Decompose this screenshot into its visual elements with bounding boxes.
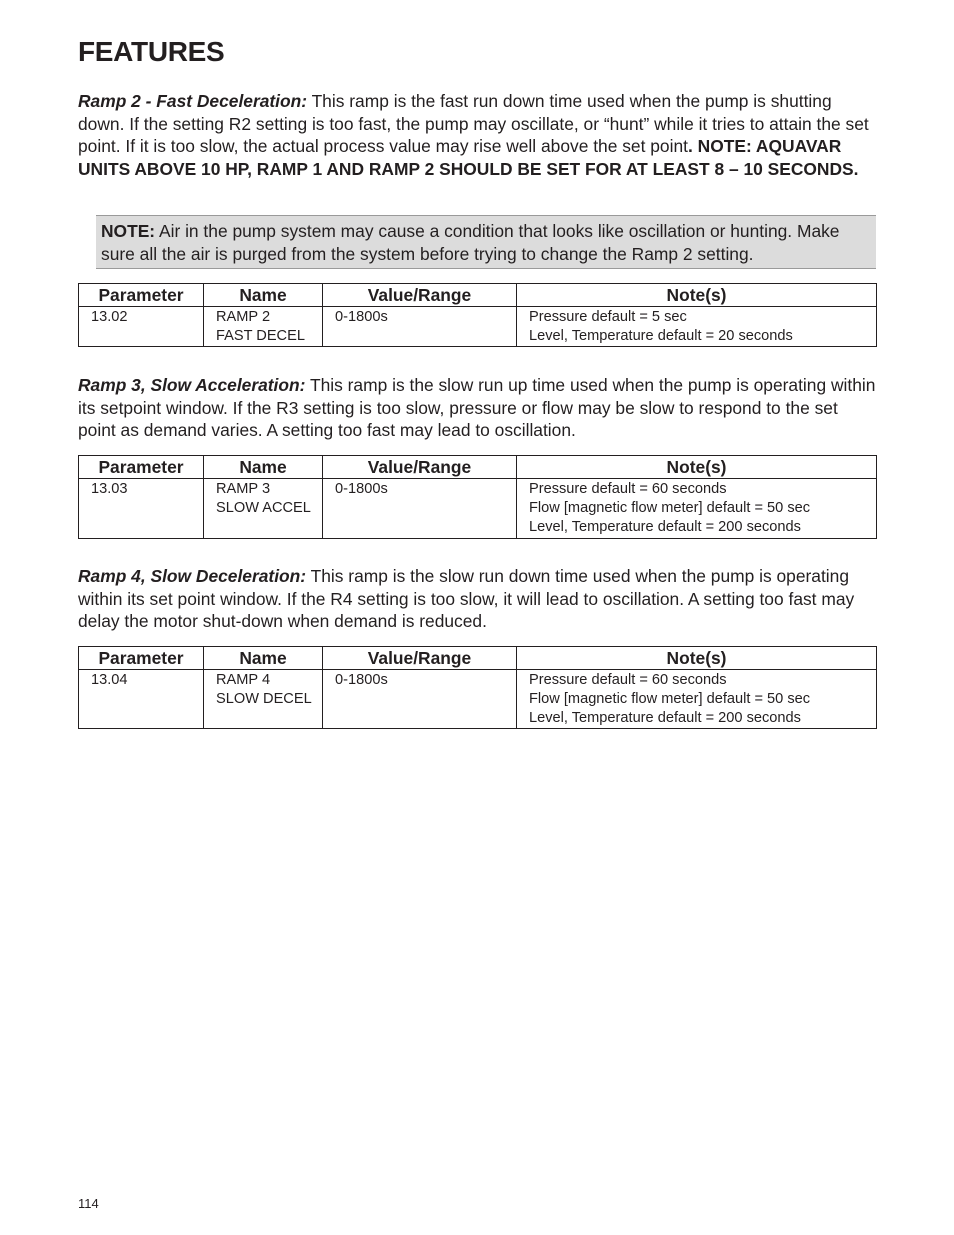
note-line: Flow [magnetic flow meter] default = 50 sec bbox=[529, 500, 811, 516]
cell-name bbox=[204, 307, 323, 347]
ramp2-heading: Ramp 2 - Fast Deceleration: bbox=[78, 91, 308, 111]
name-line: FAST DECEL bbox=[216, 328, 305, 344]
ramp2-period: . bbox=[687, 136, 693, 156]
name-line: SLOW ACCEL bbox=[216, 500, 311, 516]
header-notes: Note(s) bbox=[517, 456, 877, 479]
ramp4-body: This ramp is the slow run down time used when the pump is operating within its set point window. If the R4 setting is too slow, it will lead to oscillation. A setting too fast may delay the motor shut-down when demand is reduced. bbox=[78, 566, 855, 631]
header-name: Name bbox=[204, 647, 323, 670]
ramp2-warning: NOTE: AQUAVAR UNITS ABOVE 10 HP, RAMP 1 AND RAMP 2 SHOULD BE SET FOR AT LEAST 8 – 10 SECONDS. bbox=[78, 136, 859, 179]
cell-value-range: 0-1800s bbox=[323, 670, 517, 729]
cell-parameter: 13.04 bbox=[79, 670, 204, 729]
table-row bbox=[79, 670, 877, 729]
parameter-table-ramp4 bbox=[78, 646, 877, 729]
note-line: Pressure default = 60 seconds bbox=[529, 672, 727, 688]
cell-name bbox=[204, 670, 323, 729]
header-notes: Note(s) bbox=[517, 284, 877, 307]
header-value-range: Value/Range bbox=[323, 456, 517, 479]
note-line: Level, Temperature default = 200 seconds bbox=[529, 710, 801, 726]
header-notes: Note(s) bbox=[517, 647, 877, 670]
cell-value-range: 0-1800s bbox=[323, 479, 517, 539]
note-line: Pressure default = 60 seconds bbox=[529, 481, 727, 497]
table-header-row bbox=[79, 647, 877, 670]
cell-parameter: 13.03 bbox=[79, 479, 204, 539]
header-name: Name bbox=[204, 456, 323, 479]
table-row bbox=[79, 307, 877, 347]
header-parameter: Parameter bbox=[79, 284, 204, 307]
name-line: SLOW DECEL bbox=[216, 691, 312, 707]
ramp3-paragraph bbox=[78, 374, 878, 442]
note-box bbox=[96, 215, 876, 269]
note-line: Level, Temperature default = 20 seconds bbox=[529, 328, 793, 344]
ramp3-heading: Ramp 3, Slow Acceleration: bbox=[78, 375, 306, 395]
ramp4-paragraph bbox=[78, 565, 878, 633]
page-number: 114 bbox=[78, 1196, 99, 1211]
note-line: Level, Temperature default = 200 seconds bbox=[529, 519, 801, 535]
cell-notes bbox=[517, 479, 877, 539]
note-line: Flow [magnetic flow meter] default = 50 sec bbox=[529, 691, 811, 707]
ramp3-body: This ramp is the slow run up time used when the pump is operating within its setpoint window. If the R3 setting is too slow, pressure or flow may be slow to respond to the set point as demand varies. A setting too fast may lead to oscillation. bbox=[78, 375, 876, 440]
note-line: Pressure default = 5 sec bbox=[529, 309, 687, 325]
cell-name bbox=[204, 479, 323, 539]
cell-value-range: 0-1800s bbox=[323, 307, 517, 347]
table-row bbox=[79, 479, 877, 539]
header-parameter: Parameter bbox=[79, 456, 204, 479]
parameter-table-ramp2 bbox=[78, 283, 877, 347]
ramp4-heading: Ramp 4, Slow Deceleration: bbox=[78, 566, 307, 586]
header-parameter: Parameter bbox=[79, 647, 204, 670]
parameter-table-ramp3 bbox=[78, 455, 877, 539]
cell-parameter: 13.02 bbox=[79, 307, 204, 347]
name-line: RAMP 4 bbox=[216, 672, 271, 688]
note-label: NOTE: bbox=[101, 221, 156, 241]
ramp2-paragraph bbox=[78, 90, 878, 180]
name-line: RAMP 3 bbox=[216, 481, 271, 497]
table-header-row bbox=[79, 284, 877, 307]
header-value-range: Value/Range bbox=[323, 647, 517, 670]
page-title: FEATURES bbox=[78, 36, 225, 67]
header-name: Name bbox=[204, 284, 323, 307]
table-header-row bbox=[79, 456, 877, 479]
ramp2-body: This ramp is the fast run down time used when the pump is shutting down. If the setting R2 setting is too fast, the pump may oscillate, or “hunt” while it tries to attain the set point. If it is too slow, the actual process value may rise well above the set point bbox=[78, 91, 869, 156]
cell-notes bbox=[517, 670, 877, 729]
header-value-range: Value/Range bbox=[323, 284, 517, 307]
name-line: RAMP 2 bbox=[216, 309, 271, 325]
cell-notes bbox=[517, 307, 877, 347]
note-text: Air in the pump system may cause a condition that looks like oscillation or hunting. Make sure all the air is purged from the system before trying to change the Ramp 2 setting. bbox=[101, 221, 840, 264]
